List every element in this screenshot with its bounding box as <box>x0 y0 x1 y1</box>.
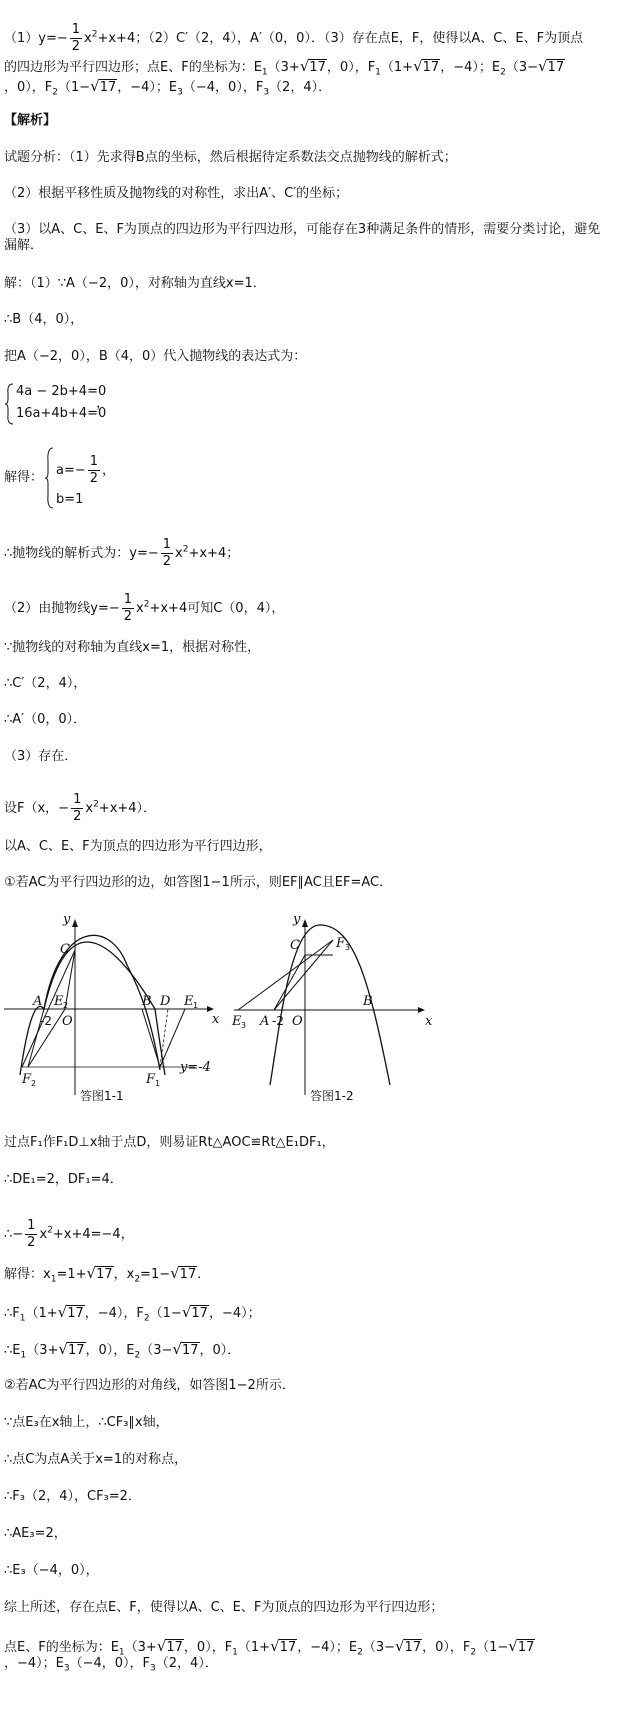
fig1-label-E2: E <box>54 994 64 1009</box>
solution-line-2: ∴B（4，0）， <box>4 312 84 327</box>
solution-line-17: $\therefore F_1(1+√17$，−4），$F_2(1-√17$，−4）； <box>4 1303 261 1324</box>
solution-line-8: ∴A′（0，0）． <box>4 712 87 727</box>
equation-1: 4a − 2b+4=0 <box>16 384 107 399</box>
svg-text:3: 3 <box>241 1021 247 1030</box>
answer-line-3: ，0），$F_2(1-√17$，−4）；$E_3(-4$，0），$F_3(2$，4）． <box>4 77 332 98</box>
solution-line-6: ∵抛物线的对称轴为直线x=1，根据对称性， <box>4 640 261 655</box>
fig2-label-y: y <box>293 912 301 927</box>
fig2-label-B: B <box>363 994 373 1009</box>
analysis-line-4: 漏解． <box>4 238 44 253</box>
fig2-label-O: O <box>292 1014 303 1029</box>
solution-line-27: ，−4）；$E_3(-4$，0），$F_3(2$，4）． <box>4 1656 218 1674</box>
analysis-line-3: （3）以A、C、E、F为顶点的四边形为平行四边形，可能存在3种满足条件的情形，需要分类讨论，避免 <box>4 222 601 237</box>
figure-1-1 <box>0 905 230 1105</box>
solve-label: 解得： <box>4 470 44 485</box>
solution-line-19: ②若AC为平行四边形的对角线，如答图1−2所示． <box>4 1378 295 1393</box>
solution-line-26: 点E、F的坐标为：$E_1(3+√17$，0），$F_1(1+√17$，−4）；$E_2(3-√17$，0），$F_2(1-√17$ <box>4 1637 535 1658</box>
solution-line-11: 以A、C、E、F为顶点的四边形为平行四边形， <box>4 839 272 854</box>
solution-brace <box>44 447 54 509</box>
fig2-label-F3: F <box>336 936 346 951</box>
equation-brace <box>4 383 14 425</box>
fig1-label-E1: E <box>184 994 194 1009</box>
solution-line-7: ∴C′（2，4）， <box>4 676 87 691</box>
solution-line-13: 过点F₁作F₁D⊥x轴于点D，则易证Rt△AOC≌Rt△E₁DF₁， <box>4 1135 335 1150</box>
solution-line-12: ①若AC为平行四边形的边，如答图1−1所示，则EF∥AC且EF=AC． <box>4 875 393 890</box>
fig1-label-C: C <box>60 942 70 957</box>
solution-line-24: ∴E₃（−4，0）， <box>4 1563 99 1578</box>
svg-text:2: 2 <box>31 1079 37 1088</box>
solution-line-4: ∴抛物线的解析式为：y=− $\frac{1}{2}$ $x^2+x+4$； <box>4 537 240 569</box>
fig1-label-y-4: y=-4 <box>180 1060 211 1075</box>
answer-line-1: （1）y=− $\frac{1}{2}$ $x^2+x+4$；（2）C′（2，4），A′（0，0）．（3）存在点E，F，使得以A、C、E、F为顶点 <box>4 22 584 54</box>
solution-line-9: （3）存在． <box>4 749 78 764</box>
fig1-label-D: D <box>160 994 171 1009</box>
solution-line-18: $\therefore E_1(3+√17$，0），$E_2(3-√17$，0）． <box>4 1340 241 1361</box>
fig1-label-x: x <box>212 1012 220 1027</box>
svg-text:3: 3 <box>345 943 351 952</box>
answer-line-2: 的四边形为平行四边形；点E、F的坐标为：$E_1(3+√17$，0），$F_1(1+√17$，−4）；$E_2(3-√17$ <box>4 57 565 78</box>
figure-1-2 <box>230 905 450 1105</box>
solution-line-14: ∴DE₁=2，DF₁=4． <box>4 1172 123 1187</box>
solution-line-16: 解得：$x_1=1+√17$，$x_2=1-√17$． <box>4 1264 211 1285</box>
solution-line-15: ∴− $\frac{1}{2}$ $x^2+x+4=-4$， <box>4 1218 134 1250</box>
solution-line-22: ∴F₃（2，4），CF₃=2． <box>4 1489 141 1504</box>
analysis-line-1: 试题分析：（1）先求得B点的坐标，然后根据待定系数法交点抛物线的解析式； <box>4 150 457 165</box>
section-title: 【解析】 <box>4 113 57 128</box>
equation-2: 16a+4b+4=0 <box>16 406 107 421</box>
fig1-caption: 答图1-1 <box>80 1089 124 1103</box>
fig1-label-A: A <box>33 994 43 1009</box>
fig1-label-B: B <box>142 994 152 1009</box>
fig2-caption: 答图1-2 <box>310 1089 354 1103</box>
fig1-label-neg2: -2 <box>40 1014 52 1028</box>
fig2-label-C: C <box>290 938 300 953</box>
solution-line-3: 把A（−2，0），B（4，0）代入抛物线的表达式为： <box>4 349 307 364</box>
fig2-label-E3: E <box>232 1014 242 1029</box>
fig1-label-F2: F <box>22 1072 32 1087</box>
solution-line-5: （2）由抛物线y=− $\frac{1}{2}$ $x^2+x+4$可知C（0，4）， <box>4 592 285 624</box>
analysis-line-2: （2）根据平移性质及抛物线的对称性，求出A′、C′的坐标； <box>4 186 349 201</box>
svg-text:2: 2 <box>63 1001 69 1010</box>
fig2-label-neg2: -2 <box>272 1014 284 1028</box>
solution-a: a=− $\frac{1}{2}$ ， <box>56 454 116 486</box>
solution-b: b=1 <box>56 492 84 507</box>
fig1-label-y: y <box>63 912 71 927</box>
solution-line-23: ∴AE₃=2， <box>4 1526 67 1541</box>
solution-line-25: 综上所述，存在点E、F，使得以A、C、E、F为顶点的四边形为平行四边形； <box>4 1600 444 1615</box>
solution-line-1: 解：（1）∵A（−2，0），对称轴为直线x=1． <box>4 276 266 291</box>
fig2-label-A: A <box>260 1014 270 1029</box>
svg-text:1: 1 <box>193 1001 199 1010</box>
solution-line-21: ∴点C为点A关于x=1的对称点， <box>4 1452 188 1467</box>
fig2-label-x: x <box>425 1014 433 1029</box>
solution-line-10: 设F（x，− $\frac{1}{2}$ $x^2+x+4$）． <box>4 792 157 824</box>
fig1-label-O: O <box>62 1014 73 1029</box>
svg-text:1: 1 <box>155 1079 161 1088</box>
solution-line-20: ∵点E₃在x轴上，∴CF₃∥x轴， <box>4 1415 169 1430</box>
fraction-half: $\frac{1}{2}$ <box>71 22 81 54</box>
equation-end: ， <box>96 396 110 411</box>
fig1-label-F1: F <box>146 1072 156 1087</box>
